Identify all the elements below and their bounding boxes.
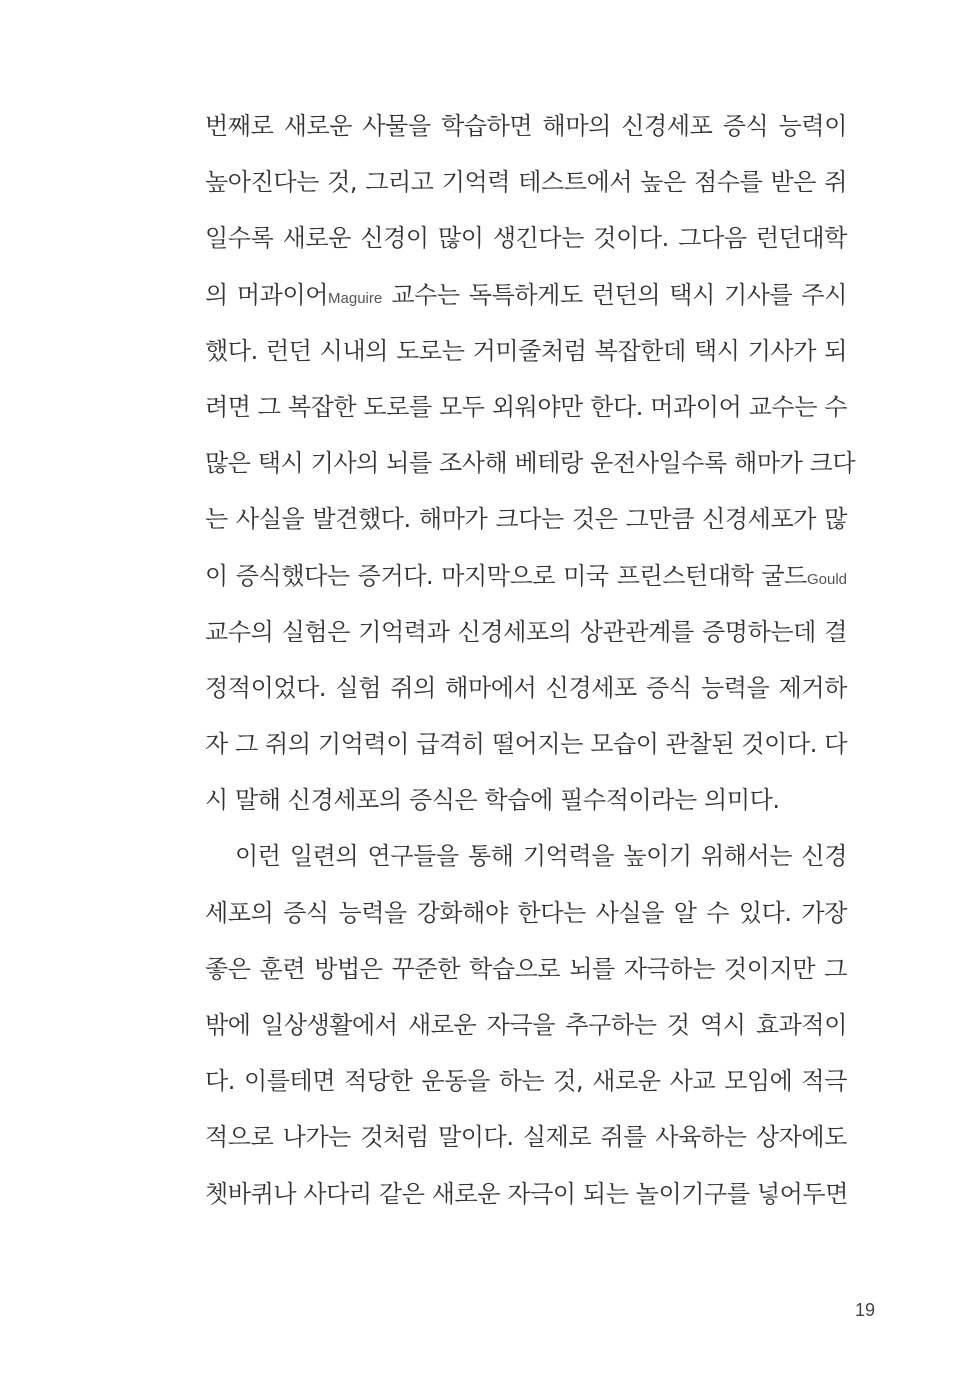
text-line: 일수록 새로운 신경이 많이 생긴다는 것이다. 그다음 런던대학 — [205, 224, 847, 253]
text-line: 많은 택시 기사의 뇌를 조사해 베테랑 운전사일수록 해마가 크다 — [205, 449, 856, 478]
text-line: 려면 그 복잡한 도로를 모두 외워야만 한다. 머과이어 교수는 수 — [205, 392, 847, 421]
text-line: 다. 이를테면 적당한 운동을 하는 것, 새로운 사교 모임에 적극 — [205, 1067, 847, 1096]
latin-name: Gould — [806, 570, 847, 588]
text-line: 자 그 쥐의 기억력이 급격히 떨어지는 모습이 관찰된 것이다. 다 — [205, 730, 847, 759]
text-line: 세포의 증식 능력을 강화해야 한다는 사실을 알 수 있다. 가장 — [205, 898, 847, 927]
text-line: 했다. 런던 시내의 도로는 거미줄처럼 복잡한데 택시 기사가 되 — [205, 336, 847, 365]
text-line: 번째로 새로운 사물을 학습하면 해마의 신경세포 증식 능력이 — [205, 112, 847, 140]
text-line: 쳇바퀴나 사다리 같은 새로운 자극이 되는 놀이기구를 넣어두면 — [205, 1179, 848, 1208]
paragraph-1 — [205, 98, 856, 828]
text-segment: 이 증식했다는 증거다. 마지막으로 미국 프린스턴대학 굴드 — [205, 561, 807, 590]
text-segment: 교수는 독특하게도 런던의 택시 기사를 주시 — [382, 280, 847, 309]
text-line: 높아진다는 것, 그리고 기억력 테스트에서 높은 점수를 받은 쥐 — [205, 168, 847, 197]
text-line: 시 말해 신경세포의 증식은 학습에 필수적이라는 의미다. — [205, 786, 780, 815]
text-line: 이런 일련의 연구들을 통해 기억력을 높이기 위해서는 신경 — [235, 842, 847, 871]
text-line — [205, 548, 847, 604]
body-text — [205, 98, 856, 1222]
latin-name: Maguire — [328, 289, 383, 307]
text-line: 적으로 나가는 것처럼 말이다. 실제로 쥐를 사육하는 상자에도 — [205, 1123, 847, 1152]
text-line: 는 사실을 발견했다. 해마가 크다는 것은 그만큼 신경세포가 많 — [205, 505, 847, 534]
text-line: 밖에 일상생활에서 새로운 자극을 추구하는 것 역시 효과적이 — [205, 1011, 847, 1039]
page-number: 19 — [855, 1300, 876, 1320]
text-segment: 의 머과이어 — [205, 280, 329, 309]
text-line: 교수의 실험은 기억력과 신경세포의 상관관계를 증명하는데 결 — [205, 617, 847, 646]
text-line: 좋은 훈련 방법은 꾸준한 학습으로 뇌를 자극하는 것이지만 그 — [205, 954, 847, 983]
text-line — [205, 267, 847, 323]
paragraph-2 — [205, 828, 847, 1221]
text-line: 정적이었다. 실험 쥐의 해마에서 신경세포 증식 능력을 제거하 — [205, 673, 847, 702]
